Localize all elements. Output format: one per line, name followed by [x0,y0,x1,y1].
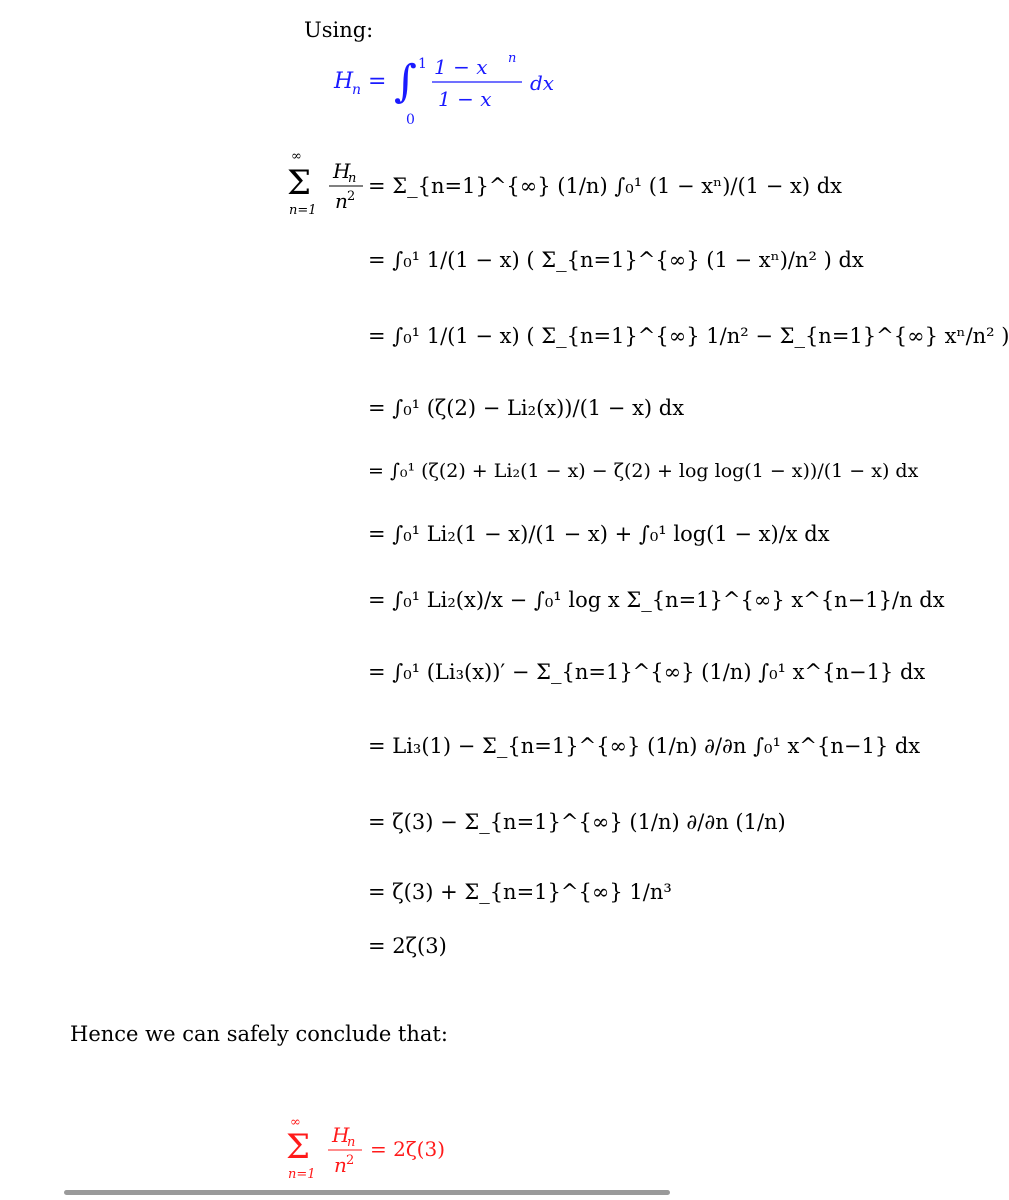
def-lhs: H [334,69,354,94]
derivation-step: = ∫₀¹ (ζ(2) − Li₂(x))/(1 − x) dx [368,396,685,420]
lhs-num-sub: n [348,171,357,186]
result-den-exp: 2 [346,1153,355,1168]
conclusion-text: Hence we can safely conclude that: [70,1022,448,1046]
def-equals: = [368,69,387,94]
lhs-num: H [333,159,351,183]
derivation-step: = ∫₀¹ 1/(1 − x) ( Σ_{n=1}^{∞} (1 − xⁿ)/n² ) dx [368,248,864,272]
intro-label: Using: [304,18,374,42]
result-num: H [332,1123,350,1147]
result-den: n [334,1153,347,1177]
lhs-den-exp: 2 [347,189,356,204]
result-sum-lower: n=1 [288,1167,316,1182]
def-int-upper: 1 [418,56,427,72]
derivation-step: = 2ζ(3) [368,934,447,958]
def-numerator: 1 − x [434,55,488,79]
lhs-sum-lower: n=1 [289,203,317,218]
derivation-lhs [285,148,375,228]
derivation-step: = ζ(3) + Σ_{n=1}^{∞} 1/n³ [368,880,672,904]
derivation-step: = Li₃(1) − Σ_{n=1}^{∞} (1/n) ∂/∂n ∫₀¹ x^{n−1} dx [368,734,921,758]
result-rhs: = 2ζ(3) [370,1137,446,1161]
def-numerator-exp: n [508,51,517,66]
derivation-step: = Σ_{n=1}^{∞} (1/n) ∫₀¹ (1 − xⁿ)/(1 − x) dx [368,174,842,198]
def-denominator: 1 − x [438,87,492,111]
result-equation [282,1112,482,1182]
derivation-step: = ∫₀¹ (ζ(2) + Li₂(1 − x) − ζ(2) + log log(1 − x))/(1 − x) dx [368,460,919,482]
def-int-lower: 0 [406,112,415,128]
derivation-step: = ∫₀¹ Li₂(x)/x − ∫₀¹ log x Σ_{n=1}^{∞} x^{n−1}/n dx [368,588,945,612]
derivation-step: = ∫₀¹ 1/(1 − x) ( Σ_{n=1}^{∞} 1/n² − Σ_{n=1}^{∞} xⁿ/n² ) [368,324,1009,348]
result-num-sub: n [347,1135,356,1150]
derivation-step: = ζ(3) − Σ_{n=1}^{∞} (1/n) ∂/∂n (1/n) [368,810,786,834]
lhs-sum-sign: Σ [287,163,312,203]
def-integral-sign: ∫ [394,56,417,107]
def-differential: dx [530,71,555,95]
lhs-den: n [335,189,348,213]
lhs-sum-upper: ∞ [291,149,302,164]
result-sum-sign: Σ [286,1127,311,1167]
horizontal-scrollbar[interactable] [64,1190,670,1195]
def-lhs-sub: n [352,82,362,98]
derivation-step: = ∫₀¹ Li₂(1 − x)/(1 − x) + ∫₀¹ log(1 − x)/x dx [368,522,830,546]
definition-equation [330,48,555,128]
derivation-step: = ∫₀¹ (Li₃(x))′ − Σ_{n=1}^{∞} (1/n) ∫₀¹ x^{n−1} dx [368,660,926,684]
result-sum-upper: ∞ [290,1115,301,1130]
